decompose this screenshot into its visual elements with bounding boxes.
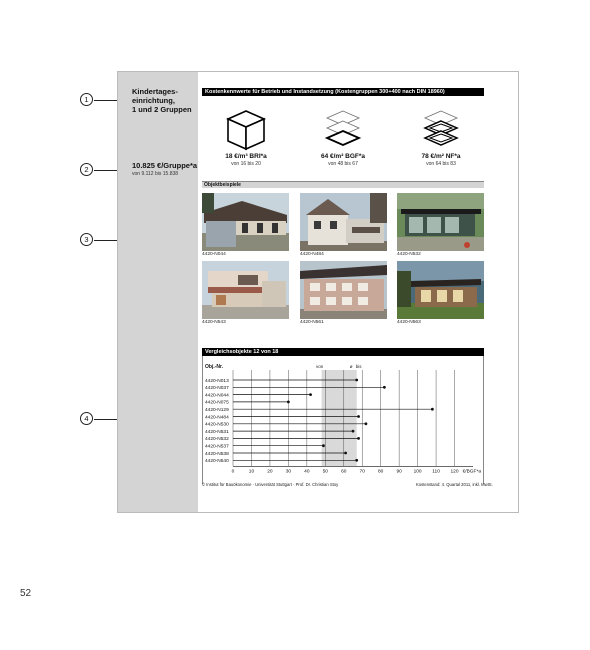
chart-title: Vergleichsobjekte 12 von 18 [202,348,484,356]
x-tick-label: 10 [248,469,255,475]
stacked-floors-icon [321,109,365,151]
value-dot [357,415,360,418]
value-dot [287,401,290,404]
object-label: 4420-N532 [205,437,229,443]
kennwerte-header: Kostenkennwerte für Betrieb und Instandsetzung (Kostengruppen 300+400 nach DIN 18960) [202,88,484,96]
kennwert-nf [391,109,491,167]
building-type-title [132,87,192,114]
object-label: 4420-N538 [205,451,229,457]
x-tick-label: 110 [432,469,440,475]
kennwert-value: 78 €/m² NF*a [421,153,461,160]
building-photo [300,261,387,319]
kennwert-range: von 48 bis 67 [328,161,358,167]
x-tick-label: 20 [267,469,273,475]
object-label: 4420-N484 [205,415,229,421]
building-photo [202,261,289,319]
x-tick-label: 80 [378,469,384,475]
comparison-chart-svg [203,356,483,484]
page-number: 52 [20,588,32,599]
photo-id: 4420-N543 [202,320,226,325]
objektbeispiele-label: Objektbeispiele [202,181,484,188]
range-band [322,370,357,466]
callout-number: 3 [84,235,89,244]
footer-copyright: © Institut für Bauökonomie · Universität Stuttgart · Prof. Dr. Christian Stoy [202,482,339,487]
callout-3 [80,233,93,246]
object-label: 4420-N540 [205,459,229,465]
kennwert-range: von 16 bis 20 [231,161,261,167]
callout-number: 4 [84,414,89,423]
photo-id: 4420-N484 [300,252,324,257]
x-tick-label: 50 [322,469,328,475]
object-label: 4420-N075 [205,400,229,406]
datasheet [117,71,519,513]
callout-number: 1 [84,95,89,104]
title-line: 1 und 2 Gruppen [132,105,192,114]
x-tick-label: 40 [304,469,310,475]
building-photo [397,261,484,319]
building-photo [202,193,289,251]
building-photo [397,193,484,251]
kennwert-value: 64 €/m² BGF*a [320,153,366,160]
cost-per-group: 10.825 €/Gruppe*a [132,161,198,170]
title-line: Kindertages- [132,87,178,96]
cost-per-group-range: von 9.112 bis 15.838 [132,171,179,177]
object-label: 4420-N530 [205,422,229,428]
x-tick-label: 0 [231,469,235,475]
object-label: 4420-N129 [205,408,229,413]
sidebar [118,72,198,512]
kennwert-bri [196,109,296,167]
object-label: 4420-N044 [205,393,229,399]
photo-grid [202,193,484,348]
photo-id: 4420-N563 [397,320,421,325]
range-label-from: von [315,364,324,369]
x-tick-label: 90 [396,469,402,475]
x-tick-label: 30 [285,469,292,475]
footer-cost-date: Kostenstand: 4. Quartal 2011, inkl. MwSt. [416,482,493,487]
x-tick-label: 100 [413,469,422,475]
value-dot [322,444,325,447]
x-tick-label: 120 [450,469,459,475]
value-dot [352,430,355,433]
value-dot [365,422,368,425]
object-label: 4420-N013 [205,378,229,384]
value-dot [355,459,358,462]
photo-id: 4420-N561 [300,320,324,325]
callout-1 [80,93,93,106]
kennwert-value: 18 €/m³ BRI*a [225,153,267,160]
range-label-to: bis [355,364,362,369]
y-axis-header: Obj.-Nr. [205,364,224,370]
photo-id: 4420-N532 [397,252,421,257]
callout-2 [80,163,93,176]
comparison-chart [202,356,484,484]
callout-number: 2 [84,165,89,174]
kennwerte-row [202,96,484,181]
callout-4 [80,412,93,425]
value-dot [344,452,347,455]
kennwert-bgf [293,109,393,167]
photo-id: 4420-N044 [202,252,226,257]
cube-icon [224,109,268,151]
title-line: einrichtung, [132,96,175,105]
x-tick-label: 60 [341,469,347,475]
value-dot [357,437,360,440]
stacked-floors-outline-icon [419,109,463,151]
value-dot [383,386,386,389]
main-content [202,88,484,484]
object-label: 4420-N537 [205,444,229,450]
value-dot [355,379,358,382]
building-photo [300,193,387,251]
object-label: 4420-N037 [205,386,229,392]
x-axis-unit: €/BGF*a [462,469,481,475]
x-tick-label: 70 [359,469,365,475]
kennwert-range: von 64 bis 83 [426,161,456,167]
range-label-mean: ø [349,364,353,369]
value-dot [309,393,312,396]
value-dot [431,408,434,411]
object-label: 4420-N531 [205,429,229,435]
